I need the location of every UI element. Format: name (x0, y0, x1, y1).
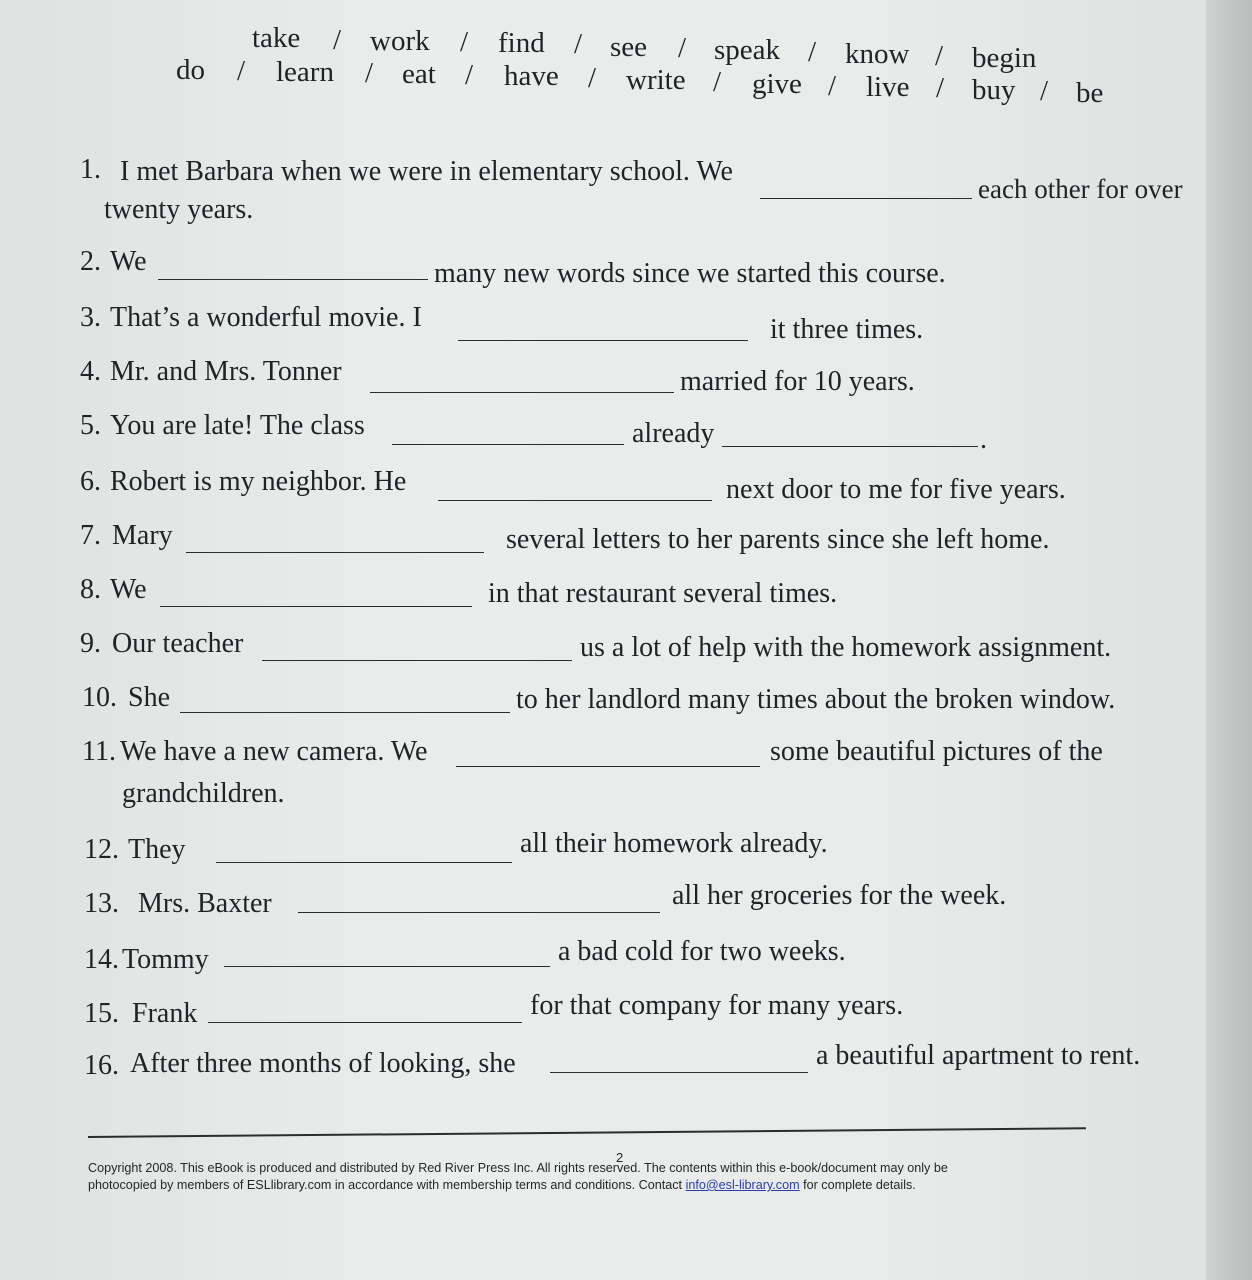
word-bank (0, 0, 1252, 120)
question-number: 8. (80, 574, 101, 605)
word-bank-separator: / (678, 32, 687, 64)
answer-blank[interactable] (186, 552, 484, 553)
word-bank-word: find (498, 27, 545, 59)
question-number: 5. (80, 410, 101, 441)
question-text-before: After three months of looking, she (130, 1048, 516, 1079)
question-5 (80, 410, 1010, 454)
answer-blank[interactable] (160, 606, 472, 607)
answer-blank[interactable] (458, 340, 748, 341)
question-number: 7. (80, 520, 101, 551)
answer-blank[interactable] (438, 500, 712, 501)
question-number: 11. (82, 736, 116, 767)
question-number: 15. (84, 998, 119, 1029)
word-bank-word: take (252, 22, 301, 54)
word-bank-word: write (626, 64, 686, 96)
word-bank-row-2 (0, 54, 1252, 109)
question-16 (84, 1040, 1164, 1088)
copyright-text-end: for complete details. (799, 1178, 916, 1192)
question-text-before: Frank (132, 998, 198, 1029)
answer-blank[interactable] (370, 392, 674, 393)
question-text-after: each other for over (978, 174, 1183, 204)
word-bank-separator: / (574, 28, 583, 60)
word-bank-separator: / (588, 62, 597, 94)
question-7 (80, 520, 1080, 560)
answer-blank[interactable] (298, 912, 660, 913)
question-number: 1. (80, 154, 101, 185)
word-bank-word: speak (714, 34, 781, 66)
question-text-before: Tommy (122, 944, 209, 975)
question-text-after: us a lot of help with the homework assignment. (580, 632, 1112, 663)
page-number: 2 (616, 1150, 624, 1165)
word-bank-separator: / (935, 40, 944, 72)
word-bank-word: work (370, 25, 430, 57)
word-bank-word: be (1076, 77, 1104, 109)
answer-blank[interactable] (262, 660, 572, 661)
question-8 (80, 574, 980, 614)
answer-blank[interactable] (550, 1072, 808, 1073)
question-text-before: Mrs. Baxter (138, 888, 272, 919)
question-1 (80, 154, 1220, 204)
word-bank-separator: / (237, 55, 246, 87)
answer-blank[interactable] (456, 766, 760, 767)
word-bank-separator: / (365, 57, 374, 89)
question-11-continuation: grandchildren. (122, 778, 285, 809)
copyright-text: photocopied by members of ESLlibrary.com in accordance with membership terms and conditions. Contact (88, 1178, 686, 1192)
question-text-after: a beautiful apartment to rent. (816, 1040, 1141, 1071)
question-text-before: You are late! The class (110, 410, 365, 441)
question-text-after: for that company for many years. (530, 990, 904, 1021)
answer-blank[interactable] (208, 1022, 522, 1023)
word-bank-separator: / (333, 24, 342, 56)
question-number: 10. (82, 682, 117, 713)
question-6 (80, 466, 1080, 506)
word-bank-word: buy (972, 74, 1016, 106)
answer-blank[interactable] (760, 198, 972, 199)
word-bank-word: learn (276, 56, 334, 88)
answer-blank[interactable] (722, 446, 978, 447)
question-text-before: We have a new camera. We (120, 736, 428, 767)
word-bank-word: do (176, 54, 205, 86)
copyright-notice (88, 1160, 1098, 1194)
question-11 (80, 736, 1140, 776)
question-text-after: it three times. (770, 314, 924, 345)
question-text-after: many new words since we started this course. (434, 258, 946, 289)
question-1-continuation: twenty years. (104, 194, 254, 225)
answer-blank[interactable] (180, 712, 510, 713)
question-text-before: Robert is my neighbor. He (110, 466, 407, 497)
question-number: 3. (80, 302, 101, 333)
question-text-before: They (128, 834, 186, 865)
question-13 (84, 880, 1044, 924)
question-text-after: some beautiful pictures of the (770, 736, 1103, 767)
word-bank-separator: / (828, 70, 837, 102)
question-text-after: a bad cold for two weeks. (558, 936, 846, 967)
word-bank-word: live (866, 71, 910, 103)
word-bank-separator: / (936, 72, 945, 104)
word-bank-word: eat (402, 58, 436, 90)
answer-blank[interactable] (158, 279, 428, 280)
question-number: 13. (84, 888, 119, 919)
answer-blank[interactable] (392, 444, 624, 445)
footer-divider (88, 1127, 1086, 1138)
question-12 (84, 828, 984, 868)
question-10 (80, 682, 1140, 722)
word-bank-separator: / (713, 66, 722, 98)
answer-blank[interactable] (216, 862, 512, 863)
question-text-after: married for 10 years. (680, 366, 915, 397)
question-text-before: We (110, 246, 147, 277)
question-4 (80, 356, 980, 396)
word-bank-word: give (752, 68, 802, 100)
question-text-before: Mr. and Mrs. Tonner (110, 356, 342, 387)
question-text-after: in that restaurant several times. (488, 578, 838, 609)
word-bank-word: begin (972, 42, 1037, 74)
copyright-line-1: Copyright 2008. This eBook is produced and distributed by Red River Press Inc. All rights reserved. The contents within this e-book/document may only be (88, 1161, 948, 1175)
question-14 (84, 936, 984, 980)
question-text-before: She (128, 682, 170, 713)
question-number: 12. (84, 834, 119, 865)
word-bank-separator: / (460, 26, 469, 58)
question-text-after: several letters to her parents since she left home. (506, 524, 1050, 555)
word-bank-word: see (610, 31, 648, 63)
question-text-after: already (632, 418, 715, 449)
monitor-edge (1206, 0, 1252, 1280)
question-9 (80, 628, 1140, 668)
question-number: 6. (80, 466, 101, 497)
word-bank-separator: / (808, 36, 817, 68)
word-bank-separator: / (1040, 75, 1049, 107)
question-number: 9. (80, 628, 101, 659)
question-text-before: I met Barbara when we were in elementary school. We (120, 156, 733, 187)
answer-blank[interactable] (224, 966, 550, 967)
question-text-after: next door to me for five years. (726, 474, 1066, 505)
question-3 (80, 302, 980, 345)
question-number: 14. (84, 944, 119, 975)
question-text-before: We (110, 574, 147, 605)
question-15 (84, 990, 984, 1034)
question-text-after: to her landlord many times about the broken window. (516, 684, 1116, 715)
question-text-after: all her groceries for the week. (672, 880, 1007, 911)
word-bank-separator: / (465, 59, 474, 91)
question-text-before: Our teacher (112, 628, 244, 659)
question-number: 4. (80, 356, 101, 387)
question-text-before: Mary (112, 520, 173, 551)
contact-email-link[interactable]: info@esl-library.com (685, 1178, 800, 1192)
question-text-after: all their homework already. (520, 828, 828, 859)
copyright-line-2 (88, 1177, 1098, 1194)
question-2 (80, 246, 980, 289)
question-number: 16. (84, 1050, 119, 1081)
word-bank-word: know (845, 38, 910, 70)
question-number: 2. (80, 246, 101, 277)
question-text-before: That’s a wonderful movie. I (110, 302, 422, 333)
question-end-punctuation: . (980, 424, 987, 455)
word-bank-word: have (504, 60, 559, 92)
